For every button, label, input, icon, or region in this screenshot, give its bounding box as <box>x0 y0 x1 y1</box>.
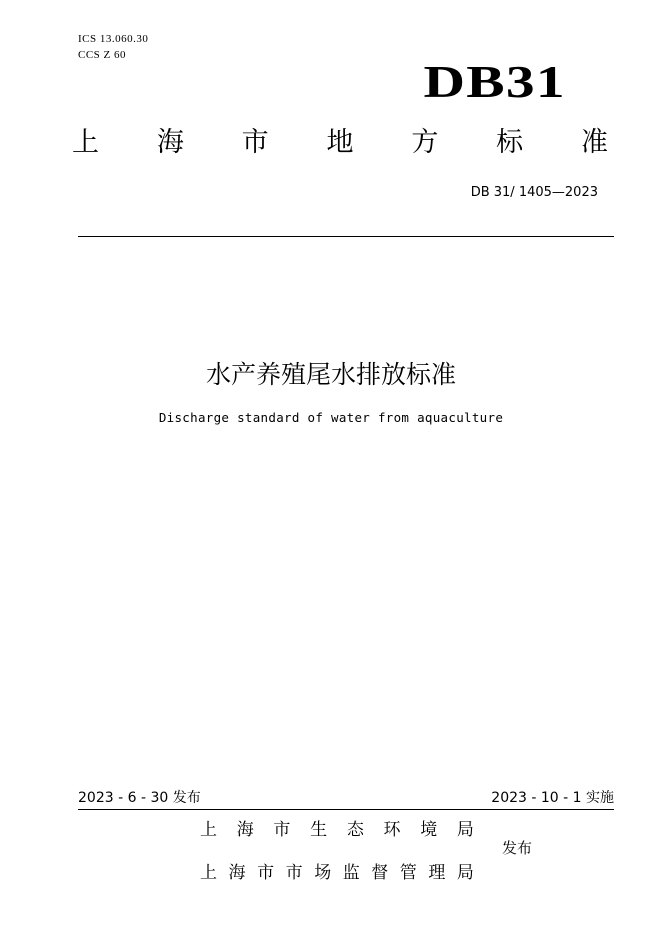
heading-char: 局 <box>456 863 474 883</box>
title-english: Discharge standard of water from aquaculture <box>158 410 504 425</box>
heading-char: 环 <box>383 820 401 840</box>
heading-char: 市 <box>285 863 303 883</box>
heading-char: 准 <box>580 127 608 158</box>
standard-number: DB 31/ 1405—2023 <box>470 185 598 200</box>
issuer-market-regulation-bureau <box>200 862 474 884</box>
heading-char: 方 <box>411 127 439 158</box>
heading-char: 海 <box>156 127 184 158</box>
heading-char: 上 <box>72 127 99 158</box>
heading-char: 标 <box>496 127 524 158</box>
heading-char: 局 <box>456 820 474 840</box>
heading-char: 境 <box>420 820 438 840</box>
issue-label: 发布 <box>502 839 533 857</box>
ics-code: ICS 13.060.30 <box>78 33 149 45</box>
heading-char: 场 <box>314 863 332 883</box>
heading-char: 理 <box>428 863 446 883</box>
implement-date: 2023 - 10 - 1 实施 <box>491 790 614 806</box>
standard-type-heading <box>72 125 608 161</box>
heading-char: 海 <box>228 863 246 883</box>
heading-char: 上 <box>200 863 217 883</box>
heading-char: 生 <box>310 820 328 840</box>
issuer-environment-bureau <box>200 819 474 841</box>
heading-char: 态 <box>346 820 364 840</box>
bottom-divider <box>78 809 614 810</box>
heading-char: 管 <box>399 863 417 883</box>
publish-date: 2023 - 6 - 30 发布 <box>78 790 201 806</box>
heading-char: 上 <box>200 820 217 840</box>
heading-char: 监 <box>342 863 360 883</box>
top-divider <box>78 236 614 237</box>
db31-logo: DB31 <box>423 56 566 107</box>
heading-char: 市 <box>257 863 275 883</box>
heading-char: 地 <box>326 127 354 158</box>
heading-char: 市 <box>241 127 269 158</box>
heading-char: 督 <box>371 863 389 883</box>
ccs-code: CCS Z 60 <box>78 49 127 61</box>
title-chinese: 水产养殖尾水排放标准 <box>205 360 456 389</box>
heading-char: 海 <box>236 820 254 840</box>
heading-char: 市 <box>273 820 291 840</box>
